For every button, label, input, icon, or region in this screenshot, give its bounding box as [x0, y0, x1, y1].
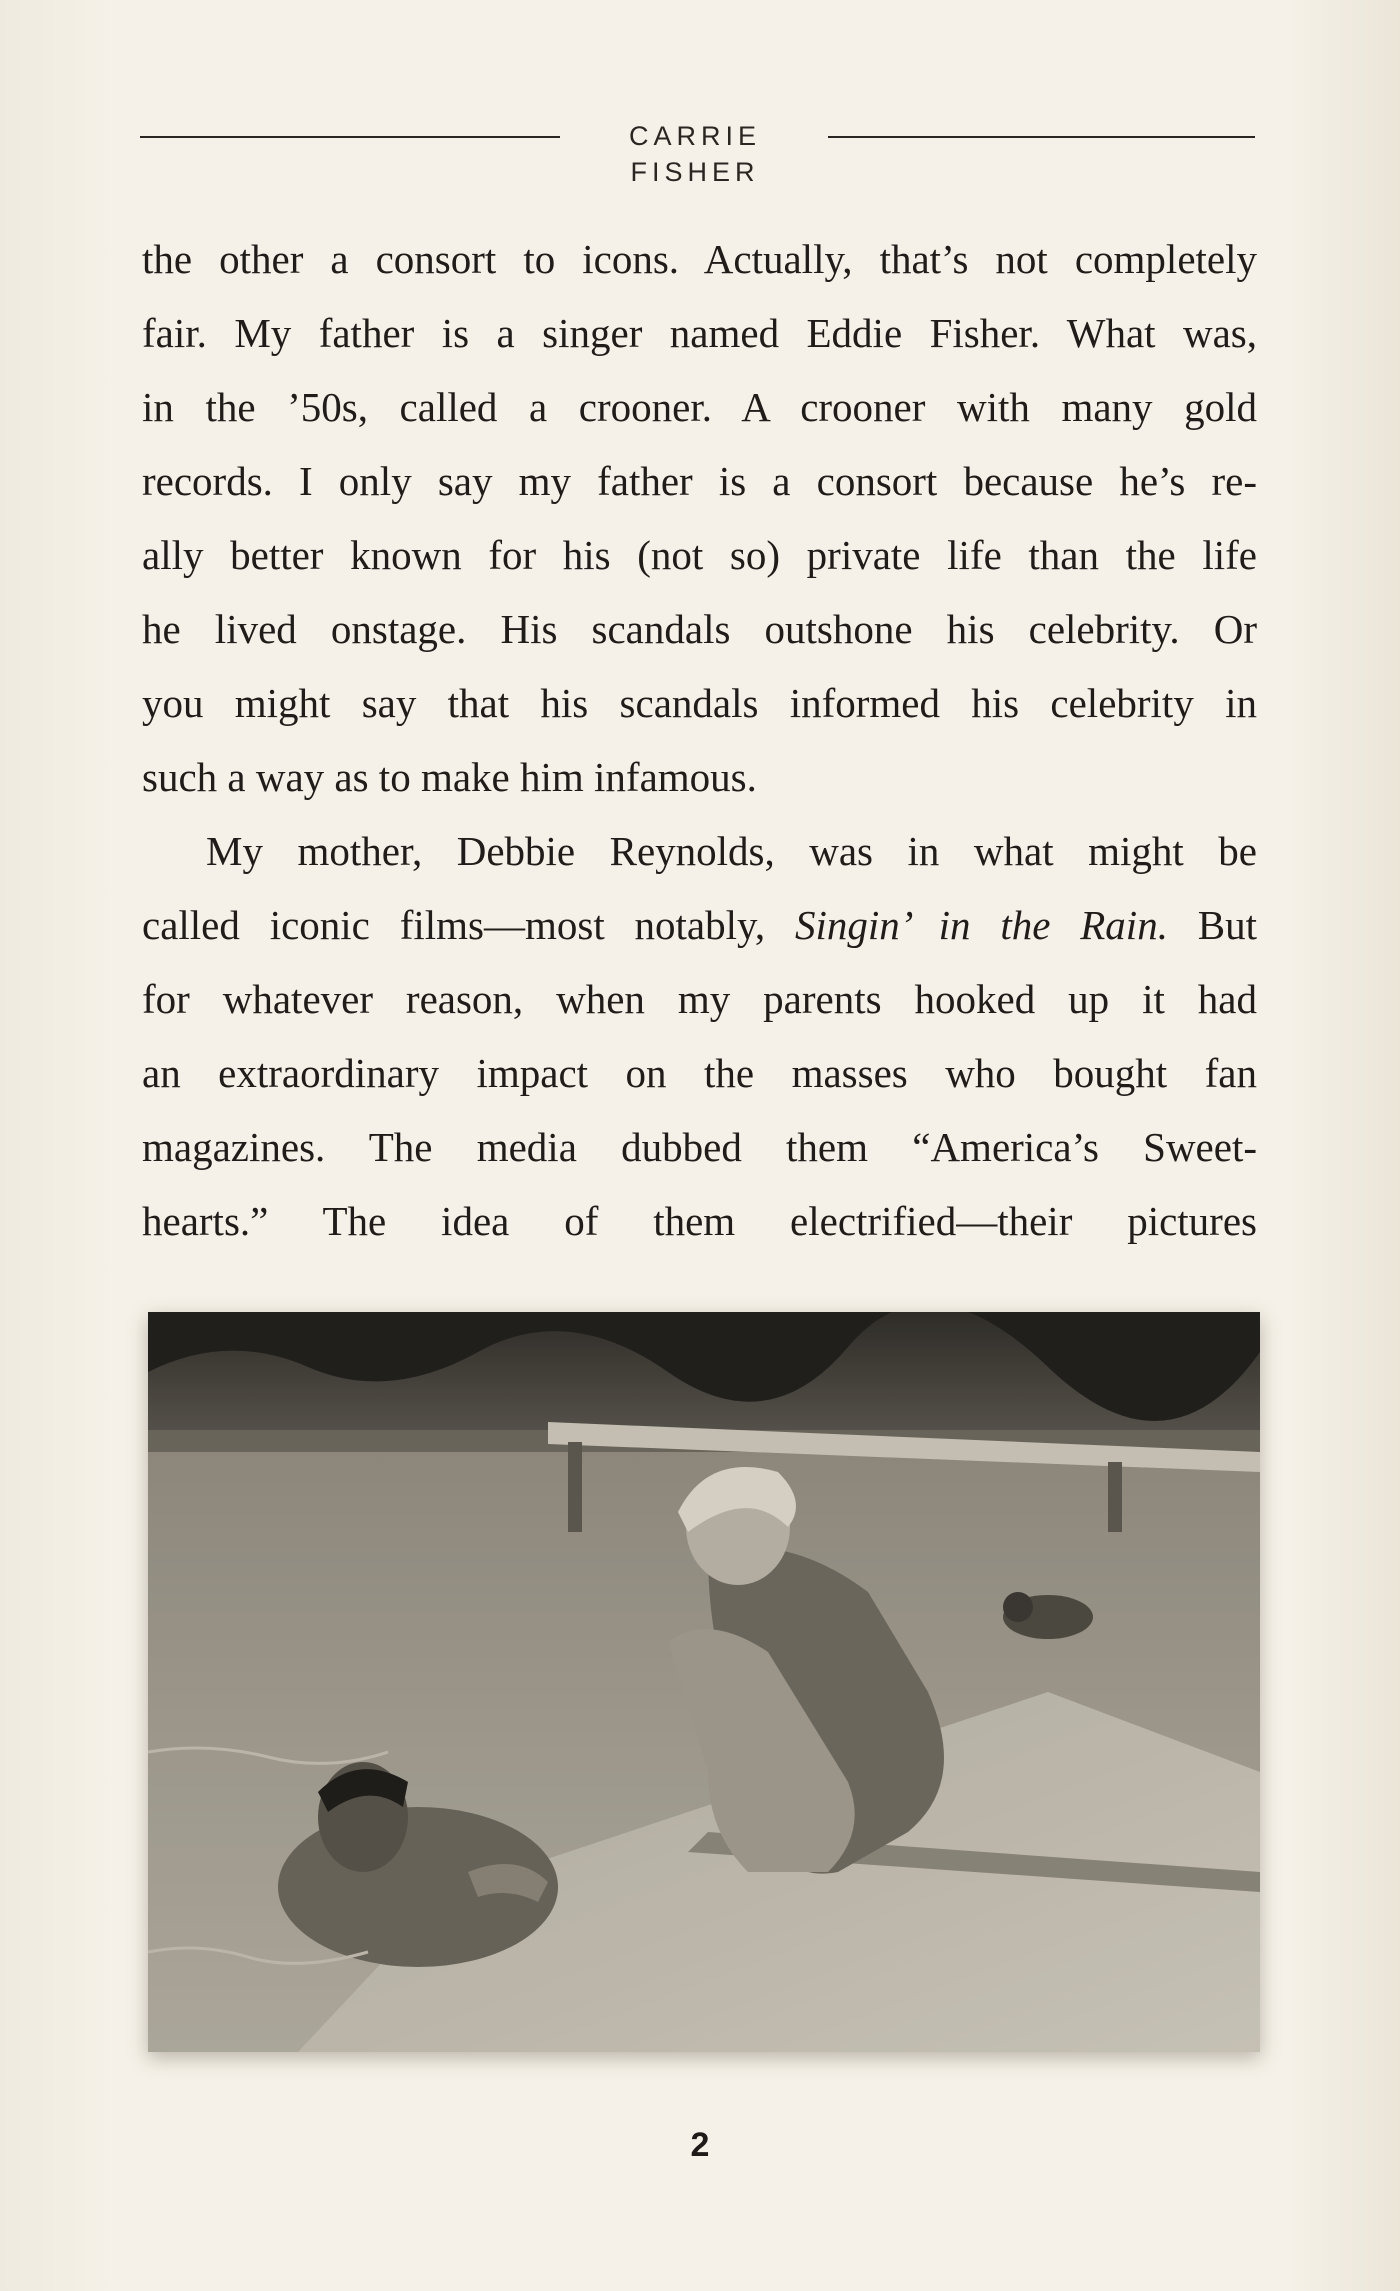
photo-tone	[148, 1312, 1260, 2052]
running-head-title: CARRIE FISHER	[628, 121, 761, 187]
body-text	[142, 222, 1257, 1258]
text-line: an extraordinary impact on the masses who bought fan	[142, 1050, 1257, 1096]
text-line-with-title	[142, 888, 1257, 962]
text-line: such a way as to make him infamous.	[142, 754, 757, 800]
film-title: Singin’ in the Rain.	[794, 902, 1168, 948]
text-line: fair. My father is a singer named Eddie Fisher. What was,	[142, 310, 1257, 356]
page-number: 2	[690, 2126, 710, 2164]
text-line: you might say that his scandals informed his celebrity in	[142, 680, 1257, 726]
text-line: My mother, Debbie Reynolds, was in what might be	[206, 828, 1257, 874]
text-line: for whatever reason, when my parents hooked up it had	[142, 976, 1257, 1022]
text-line: he lived onstage. His scandals outshone his celebrity. Or	[142, 606, 1257, 652]
text-line: the other a consort to icons. Actually, that’s not completely	[142, 236, 1257, 282]
header-rule-left	[140, 136, 560, 138]
running-header	[140, 118, 1255, 187]
header-rule-right	[828, 136, 1255, 138]
text-line: in the ’50s, called a crooner. A crooner with many gold	[142, 384, 1257, 430]
photograph	[148, 1312, 1260, 2052]
text-line: records. I only say my father is a consort because he’s re-	[142, 458, 1257, 504]
poolside-photo	[148, 1312, 1260, 2052]
text-line: hearts.” The idea of them electrified—their pictures	[142, 1198, 1257, 1244]
text-fragment: But	[1197, 902, 1258, 948]
text-fragment: called iconic films—most notably,	[142, 902, 766, 948]
text-line: ally better known for his (not so) private life than the life	[142, 532, 1257, 578]
text-line: magazines. The media dubbed them “America’s Sweet-	[142, 1124, 1257, 1170]
